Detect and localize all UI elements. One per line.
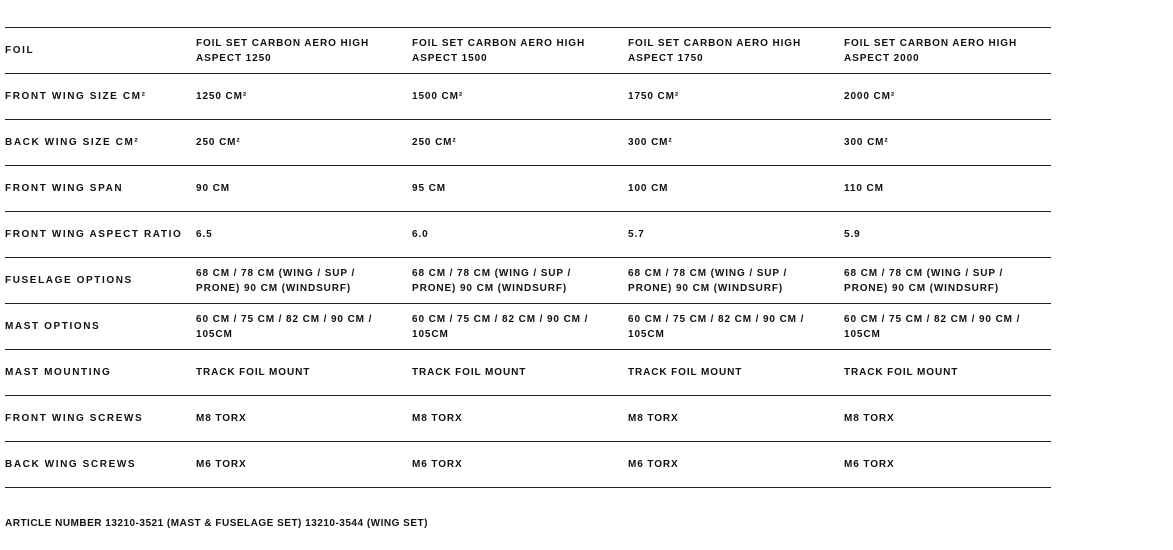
spec-value: 1250 CM² [196, 91, 248, 102]
spec-row-front-wing-screws [5, 396, 1051, 442]
row-label: BACK WING SIZE CM² [5, 137, 140, 148]
spec-row-mast-mounting [5, 350, 1051, 396]
row-label: BACK WING SCREWS [5, 459, 137, 470]
spec-value: 300 CM² [844, 137, 889, 148]
spec-value: 100 CM [628, 183, 669, 194]
spec-row-front-wing-size [5, 74, 1051, 120]
spec-value: 60 CM / 75 CM / 82 CM / 90 CM / 105CM [412, 313, 589, 340]
spec-value: 60 CM / 75 CM / 82 CM / 90 CM / 105CM [196, 313, 373, 340]
spec-value: 6.0 [412, 229, 429, 240]
spec-value: 5.9 [844, 229, 861, 240]
spec-value: M6 TORX [844, 459, 895, 470]
spec-row-foil [5, 28, 1051, 74]
spec-row-fuselage-options [5, 258, 1051, 304]
spec-value: 68 CM / 78 CM (WING / SUP / PRONE) 90 CM (WINDSURF) [844, 267, 1004, 294]
row-label: FOIL [5, 45, 35, 56]
row-label: FRONT WING SIZE CM² [5, 91, 147, 102]
row-label: FRONT WING SPAN [5, 183, 124, 194]
spec-value: 6.5 [196, 229, 213, 240]
spec-value: M6 TORX [628, 459, 679, 470]
row-label: FUSELAGE OPTIONS [5, 275, 133, 286]
article-number: ARTICLE NUMBER 13210-3521 (MAST & FUSELAGE SET) 13210-3544 (WING SET) [5, 518, 428, 529]
spec-value: 110 CM [844, 183, 884, 194]
spec-value: TRACK FOIL MOUNT [196, 367, 311, 378]
row-label: FRONT WING ASPECT RATIO [5, 229, 183, 240]
spec-row-mast-options [5, 304, 1051, 350]
spec-value: 95 CM [412, 183, 446, 194]
spec-value: 250 CM² [196, 137, 241, 148]
spec-value: TRACK FOIL MOUNT [628, 367, 743, 378]
spec-value: 68 CM / 78 CM (WING / SUP / PRONE) 90 CM (WINDSURF) [628, 267, 788, 294]
spec-value: M8 TORX [196, 413, 247, 424]
spec-value: M8 TORX [628, 413, 679, 424]
spec-row-aspect-ratio [5, 212, 1051, 258]
row-label: MAST OPTIONS [5, 321, 101, 332]
spec-value: 250 CM² [412, 137, 457, 148]
spec-value: TRACK FOIL MOUNT [412, 367, 527, 378]
spec-value: M8 TORX [412, 413, 463, 424]
spec-value: 2000 CM² [844, 91, 896, 102]
spec-table [5, 27, 1051, 488]
spec-value: 68 CM / 78 CM (WING / SUP / PRONE) 90 CM (WINDSURF) [412, 267, 572, 294]
spec-value: 68 CM / 78 CM (WING / SUP / PRONE) 90 CM (WINDSURF) [196, 267, 356, 294]
spec-value: M8 TORX [844, 413, 895, 424]
spec-value: FOIL SET CARBON AERO HIGH ASPECT 1500 [412, 37, 586, 64]
spec-value: 300 CM² [628, 137, 673, 148]
spec-value: 1500 CM² [412, 91, 464, 102]
spec-value: FOIL SET CARBON AERO HIGH ASPECT 2000 [844, 37, 1018, 64]
spec-row-back-wing-size [5, 120, 1051, 166]
spec-value: 1750 CM² [628, 91, 680, 102]
row-label: FRONT WING SCREWS [5, 413, 144, 424]
spec-value: FOIL SET CARBON AERO HIGH ASPECT 1750 [628, 37, 802, 64]
spec-value: M6 TORX [412, 459, 463, 470]
row-label: MAST MOUNTING [5, 367, 112, 378]
spec-value: M6 TORX [196, 459, 247, 470]
spec-value: 90 CM [196, 183, 230, 194]
spec-value: 5.7 [628, 229, 645, 240]
spec-row-front-wing-span [5, 166, 1051, 212]
spec-value: FOIL SET CARBON AERO HIGH ASPECT 1250 [196, 37, 370, 64]
spec-value: TRACK FOIL MOUNT [844, 367, 959, 378]
spec-row-back-wing-screws [5, 442, 1051, 488]
spec-value: 60 CM / 75 CM / 82 CM / 90 CM / 105CM [844, 313, 1021, 340]
spec-value: 60 CM / 75 CM / 82 CM / 90 CM / 105CM [628, 313, 805, 340]
